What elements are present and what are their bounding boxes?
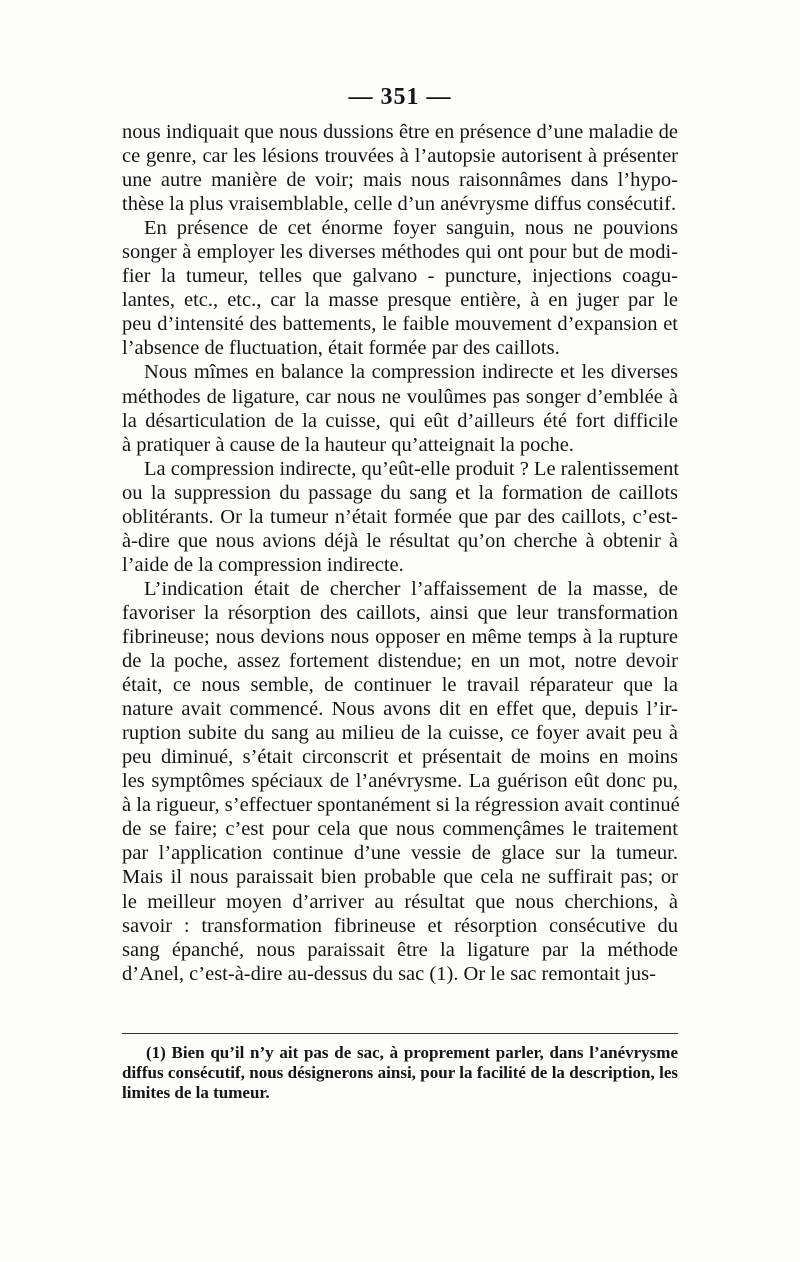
paragraph-line: ou la suppression du passage du sang et la formation de caillots: [122, 481, 678, 504]
paragraph-line: savoir : transformation fibrineuse et résorption consécutive du: [122, 914, 678, 937]
paragraph-line: songer à employer les diverses méthodes qui ont pour but de modi-: [122, 241, 678, 264]
paragraph-line: méthodes de ligature, car nous ne voulûmes pas songer d’emblée à: [122, 385, 678, 408]
footnote-line: diffus consécutif, nous désignerons ainsi, pour la facilité de la description, les: [122, 1063, 678, 1082]
paragraph-line: à pratiquer à cause de la hauteur qu’atteignait la poche.: [122, 433, 574, 456]
paragraph-line: d’Anel, c’est-à-dire au-dessus du sac (1). Or le sac remontait jus-: [122, 962, 656, 985]
footnotes: [122, 1043, 678, 1103]
paragraph-line: à la rigueur, s’effectuer spontanément si la régression avait continué: [122, 794, 680, 817]
paragraph-line: était, ce nous semble, de continuer le travail réparateur que la: [122, 674, 678, 697]
paragraph-line: L’indication était de chercher l’affaissement de la masse, de: [144, 577, 678, 600]
paragraph-line: nous indiquait que nous dussions être en présence d’une maladie de: [122, 121, 678, 143]
paragraph-line: ce genre, car les lésions trouvées à l’autopsie autorisent à présenter: [122, 145, 678, 168]
paragraph-line: Mais il nous paraissait bien probable que cela ne suffirait pas; or: [122, 866, 678, 889]
paragraph-line: la désarticulation de la cuisse, qui eût d’ailleurs été fort difficile: [122, 409, 678, 432]
paragraph-line: à-dire que nous avions déjà le résultat qu’on cherche à obtenir à: [122, 529, 678, 552]
paragraph-line: fier la tumeur, telles que galvano - puncture, injections coagu-: [122, 265, 678, 288]
body-text: [122, 120, 678, 986]
paragraph-line: favoriser la résorption des caillots, ainsi que leur transformation: [122, 601, 678, 624]
paragraph-line: thèse la plus vraisemblable, celle d’un anévrysme diffus consécutif.: [122, 193, 677, 216]
paragraph-line: En présence de cet énorme foyer sanguin, nous ne pouvions: [144, 217, 678, 240]
paragraph-line: fibrineuse; nous devions nous opposer en même temps à la rupture: [122, 625, 678, 648]
paragraph-line: nature avait commencé. Nous avons dit en effet que, depuis l’ir-: [122, 698, 678, 721]
footnote-divider: [122, 1033, 678, 1034]
paragraph-line: peu diminué, s’était circonscrit et présentait de moins en moins: [122, 746, 678, 769]
footnote-line: limites de la tumeur.: [122, 1083, 270, 1102]
paragraph-line: l’aide de la compression indirecte.: [122, 553, 404, 576]
paragraph-line: de se faire; c’est pour cela que nous commençâmes le traitement: [122, 818, 678, 841]
paragraph-line: le meilleur moyen d’arriver au résultat que nous cherchions, à: [122, 890, 678, 913]
paragraph-line: une autre manière de voir; mais nous raisonnâmes dans l’hypo-: [122, 169, 678, 192]
footnote-line: (1) Bien qu’il n’y ait pas de sac, à proprement parler, dans l’anévrysme: [146, 1043, 678, 1062]
paragraph-line: de la poche, assez fortement distendue; en un mot, notre devoir: [122, 650, 678, 673]
paragraph-line: les symptômes spéciaux de l’anévrysme. La guérison eût donc pu,: [122, 770, 678, 793]
paragraph-line: ruption subite du sang au milieu de la cuisse, ce foyer avait peu à: [122, 722, 678, 745]
paragraph-line: oblitérants. Or la tumeur n’était formée que par des caillots, c’est-: [122, 505, 678, 528]
paragraph-line: l’absence de fluctuation, était formée par des caillots.: [122, 337, 560, 360]
paragraph-line: lantes, etc., etc., car la masse presque entière, à en juger par le: [122, 289, 678, 312]
paragraph-line: Nous mîmes en balance la compression indirecte et les diverses: [144, 361, 678, 384]
paragraph-line: peu d’intensité des battements, le faible mouvement d’expansion et: [122, 313, 678, 336]
page-number: — 351 —: [348, 84, 452, 110]
paragraph-line: sang épanché, nous paraissait être la ligature par la méthode: [122, 938, 678, 961]
paragraph-line: La compression indirecte, qu’eût-elle produit ? Le ralentissement: [144, 457, 680, 480]
paragraph-line: par l’application continue d’une vessie de glace sur la tumeur.: [122, 842, 678, 865]
